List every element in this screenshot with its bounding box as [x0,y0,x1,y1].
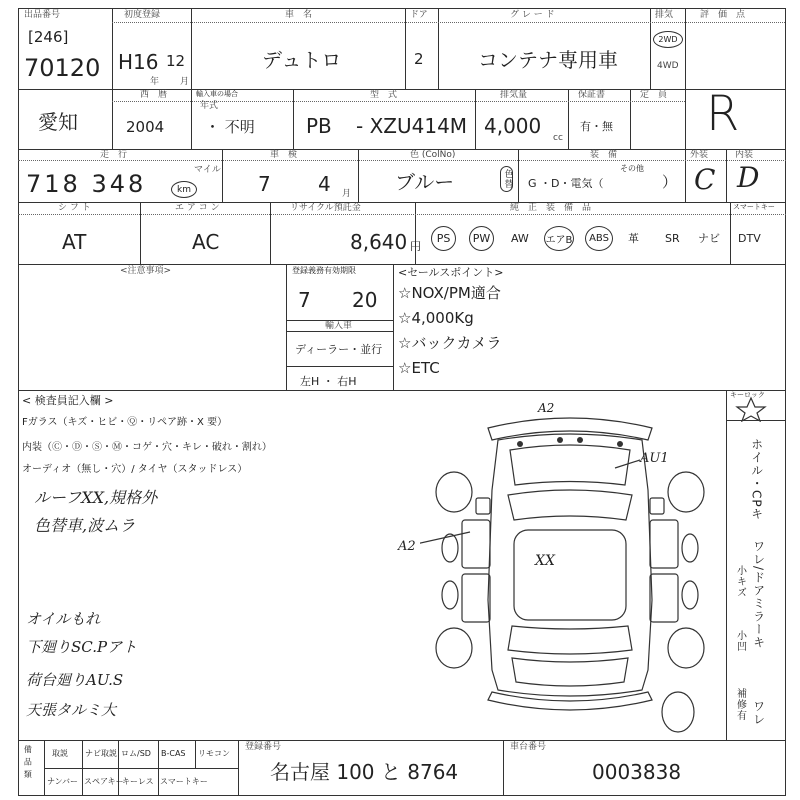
year-reg-label: 初度登録 [124,10,161,20]
side-note-3: ワレ [751,700,766,726]
option-label: スマートキー [733,203,775,211]
inspector-title: < 検査員記入欄 > [22,394,114,407]
model-year-label: 年式 [200,101,219,111]
form-label: 型 式 [370,90,398,100]
equip-airbag: エアB [544,226,574,251]
registration-expiry-label: 登録義務有効期限 [292,266,356,275]
recycle-value: 8,640 [350,230,408,254]
year-unit: 年 [150,77,160,87]
reg-month: 12 [166,52,186,70]
sales-point-3: ☆バックカメラ [398,334,502,352]
box-number: [246] [28,28,69,46]
equip-other-label: その他 [620,164,644,173]
item-manual: 取説 [52,749,68,758]
year-label: 西 暦 [140,90,168,100]
mark-xx-roof: XX [535,553,555,569]
hand-note-4: 下廻りSC.Pアト [26,638,138,656]
equip-dtv: DTV [738,232,761,245]
equip-pw: PW [469,226,494,251]
model-label: 車 名 [285,10,313,20]
sales-label: <セールスポイント> [398,266,504,279]
side-small-2: 小凹 [734,630,746,652]
sales-point-4: ☆ETC [398,359,440,377]
mile-unit: マイル [194,165,221,175]
interior-line: 内装（Ⓒ・Ⓓ・Ⓢ・Ⓜ・コゲ・穴・キレ・破れ・割れ） [22,442,272,453]
displacement-value: 4,000 [484,114,542,138]
inspection-month: 4 [318,172,331,196]
shift-label: シ フ ト [58,203,91,213]
exterior-score: C [694,163,716,196]
drive-2wd-circle: 2WD [653,31,683,48]
door-label: ドア [410,10,428,20]
yen-unit: 円 [410,240,421,253]
equip-leather: 革 [628,232,639,245]
item-number-plate: ナンバー [47,777,79,786]
drive-4wd: 4WD [657,61,679,71]
footer-side-label: 備 品 類 [23,745,33,780]
side-small-1: 小キズ [734,565,746,598]
mileage-label: 走 行 [100,150,128,160]
car-damage-diagram [420,400,720,740]
equipment-label: 純 正 装 備 品 [510,203,592,213]
equip-abs: ABS [585,226,613,251]
plate-value: 名古屋 100 と 8764 [270,760,459,784]
keylock-label: キーロック [730,391,765,399]
mark-a2-front: A2 [538,401,555,415]
drive-label: 排気 [655,10,674,20]
hand-note-2: 色替車,波ムラ [34,516,136,535]
glass-line: Fガラス（キズ・ヒビ・Ⓠ・リペア跡・X 要） [22,417,228,428]
form-prefix: PB [306,114,332,138]
warranty-label: 保証書 [578,90,606,100]
hand-note-1: ルーフXX,規格外 [34,488,158,507]
inspection-year: 7 [258,172,271,196]
item-keyless: キーレス [122,777,154,786]
plate-label: 登録番号 [245,742,282,752]
reg-era: H16 [118,50,159,74]
inspection-label: 車 検 [270,150,298,160]
equip-ps: PS [431,226,456,251]
equip-navi: ナビ [698,232,720,245]
import-value: ・ 不明 [205,118,255,136]
mileage-value: 718 348 [26,170,147,198]
audio-tire-line: オーディオ（無し・穴）/ タイヤ（スタッドレス） [22,464,248,475]
entry-label: 輸入車 [325,321,353,331]
lot-number: 70120 [24,54,101,82]
equip-sunroof: SR [665,232,680,245]
interior-score: D [737,161,760,194]
color-value: ブルー [395,170,455,194]
equip-close: ） [662,173,678,191]
mark-a2-left: A2 [398,539,416,554]
side-repair: 補修有 [734,688,746,721]
score-value: R [706,86,740,142]
equip-aw: AW [511,232,529,245]
item-navi-manual: ナビ取説 [85,749,117,758]
aircon-label: エ ア コ ン [175,203,220,213]
color-change-mark: 色替 [500,166,513,192]
equip-fuel: G ・D・電気（ [528,177,604,190]
km-unit-circle: km [171,181,197,198]
cc-unit: cc [553,133,563,143]
hand-note-5: 荷台廻りAU.S [26,671,124,689]
shift-value: AT [62,230,87,254]
aircon-value: AC [192,230,220,254]
entry-value: ディーラー・並行 [295,343,383,356]
month-unit-2: 月 [342,189,352,199]
sales-point-2: ☆4,000Kg [398,309,474,327]
side-note-1: ホイル・CPキ [749,438,764,521]
chassis-value: 0003838 [592,760,682,784]
handle-value: 左H ・ 右H [300,375,357,388]
hand-note-6: 天張タルミ大 [26,701,117,719]
notes-label: <注意事項> [120,266,172,276]
grade-label: グ レ ー ド [510,10,555,20]
side-note-2: ワレ/ドアミラーキ [751,540,766,650]
item-rom-sd: ロム/SD [121,749,151,758]
month-unit: 月 [180,77,190,87]
warranty-value: 有・無 [580,120,613,133]
mark-au1: AU1 [640,451,669,466]
equip-label: 装 備 [590,150,618,160]
prefecture: 愛知 [38,110,78,134]
recycle-label: リサイクル預託金 [290,203,361,213]
form-code: - XZU414M [356,114,468,138]
displacement-label: 排気量 [500,90,528,100]
year-value: 2004 [126,118,165,136]
lot-label: 出品番号 [24,10,61,20]
interior-label: 内装 [735,150,754,160]
import-label: 輸入車の場合 [196,90,238,98]
item-bcas: B-CAS [161,749,186,758]
chassis-label: 車台番号 [510,742,547,752]
capacity-label: 定 員 [640,90,668,100]
expiry-month: 7 [298,288,311,312]
hand-note-3: オイルもれ [26,610,101,628]
sales-point-1: ☆NOX/PM適合 [398,284,501,302]
door-count: 2 [414,50,424,68]
item-spare-key: スペアキー [84,777,124,786]
item-remote: リモコン [198,749,230,758]
star-icon [735,396,767,422]
exterior-label: 外装 [690,150,709,160]
score-label: 評 価 点 [700,10,746,20]
color-label: 色 (ColNo) [410,150,456,160]
expiry-day: 20 [352,288,378,312]
car-name: デュトロ [262,48,342,72]
grade-value: コンテナ専用車 [478,48,618,72]
item-smart-key: スマートキー [160,777,208,786]
